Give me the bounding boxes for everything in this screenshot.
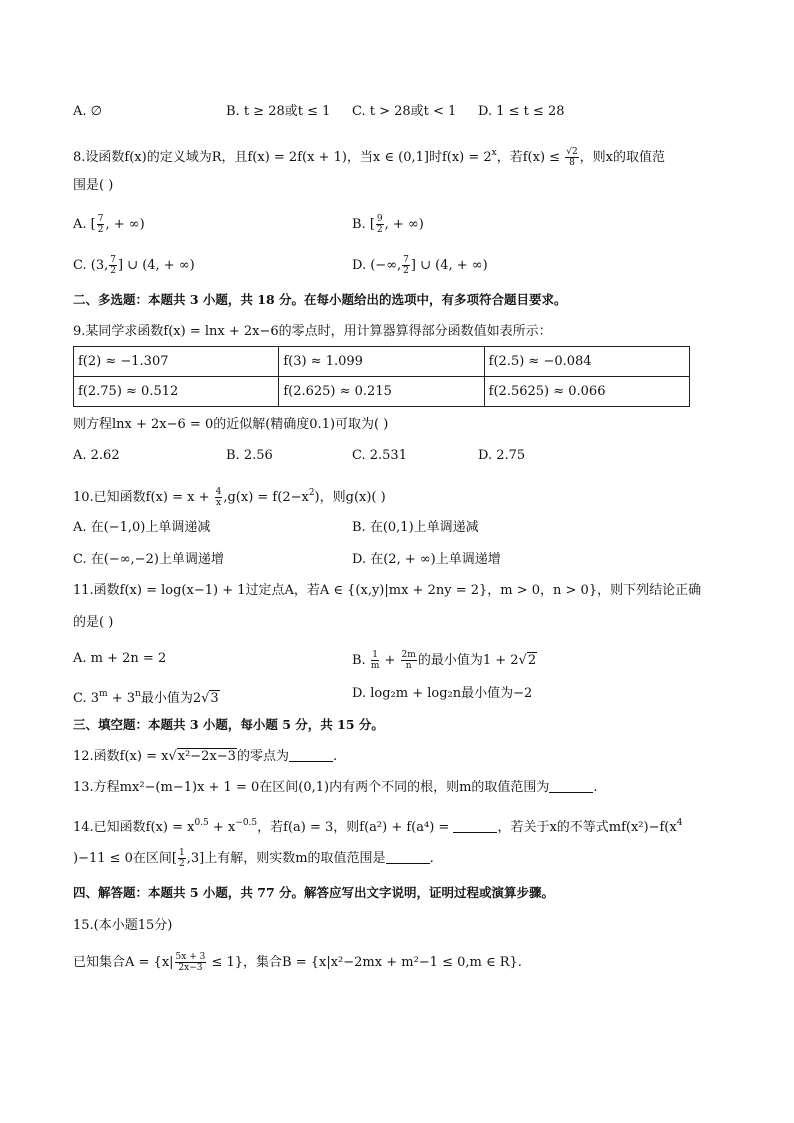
q9-option-b: B. 2.56 bbox=[226, 448, 273, 463]
section-3-heading: 三、填空题：本题共 3 小题，每小题 5 分，共 15 分。 bbox=[73, 717, 384, 732]
q9-option-c: C. 2.531 bbox=[352, 448, 407, 463]
q13-stem: 13.方程mx²−(m−1)x + 1 = 0在区间(0,1)内有两个不同的根，则m的取值范围为 . bbox=[73, 780, 598, 795]
q9-question: 则方程lnx + 2x−6 = 0的近似解(精确度0.1)可取为( ) bbox=[73, 417, 389, 432]
table-cell: f(2.5625) ≈ 0.066 bbox=[484, 377, 689, 407]
table-cell: f(2.5) ≈ −0.084 bbox=[484, 347, 689, 377]
q10-option-b: B. 在(0,1)上单调递减 bbox=[352, 520, 479, 535]
q10-option-a: A. 在(−1,0)上单调递减 bbox=[73, 520, 211, 535]
section-2-heading: 二、多选题：本题共 3 小题，共 18 分。在每小题给出的选项中，有多项符合题目要求。 bbox=[73, 292, 567, 307]
table-cell: f(2) ≈ −1.307 bbox=[74, 347, 279, 377]
q9-value-table bbox=[73, 346, 690, 407]
q11-stem-cont: 的是( ) bbox=[73, 615, 114, 630]
q14-stem-cont: )−11 ≤ 0在区间[ $\frac{1}{2}$ ,3]上有解，则实数m的取值范围是 . bbox=[73, 848, 434, 869]
q9-option-d: D. 2.75 bbox=[478, 448, 526, 463]
q14-stem: 14.已知函数$f(x) = x^{0.5} + x^{-0.5}$，若f(a) = 3，则f(a²) + f(a⁴) = ，若关于x的不等式$mf(x^2)-f(x^4$ bbox=[73, 818, 683, 835]
answer-blank bbox=[549, 780, 593, 793]
q7-option-d: D. 1 ≤ t ≤ 28 bbox=[478, 104, 565, 119]
q11-option-b: B. $\frac{1}{m}$ + $\frac{2m}{n}$ 的最小值为1 + 2√2 bbox=[352, 650, 537, 671]
q7-option-a: A. ∅ bbox=[73, 104, 102, 119]
table-cell: f(2.625) ≈ 0.215 bbox=[279, 377, 484, 407]
answer-blank bbox=[289, 749, 333, 762]
table-row bbox=[74, 347, 690, 377]
q11-option-d: D. log₂m + log₂n最小值为−2 bbox=[352, 686, 533, 701]
q15-title: 15.(本小题15分) bbox=[73, 918, 173, 933]
q8-option-a: A. [ $\frac{7}{2}$ , + ∞) bbox=[73, 214, 145, 235]
q8-stem: 8.设函数f(x)的定义域为R，且f(x) = 2f(x + 1)，当x ∈ (0,1]时$f(x) = 2^x$，若f(x) ≤ $\frac{√2}{8}$ ，则x的取值范 bbox=[73, 147, 666, 168]
q10-option-c: C. 在(−∞,−2)上单调递增 bbox=[73, 552, 224, 567]
q7-option-c: C. t > 28或t < 1 bbox=[352, 104, 457, 119]
table-cell: f(3) ≈ 1.099 bbox=[279, 347, 484, 377]
answer-blank bbox=[453, 820, 497, 833]
answer-blank bbox=[386, 851, 430, 864]
q8-stem-cont: 围是( ) bbox=[73, 178, 114, 193]
q7-option-b: B. t ≥ 28或t ≤ 1 bbox=[226, 104, 331, 119]
q8-option-d: D. (−∞, $\frac{7}{2}$ ] ∪ (4, + ∞) bbox=[352, 255, 488, 276]
q12-stem: 12.函数f(x) = x√x²−2x−3的零点为 . bbox=[73, 749, 338, 764]
q11-stem: 11.函数f(x) = log(x−1) + 1过定点A，若A ∈ {(x,y)|mx + 2ny = 2}，m > 0，n > 0}，则下列结论正确 bbox=[73, 583, 702, 598]
q15-stem: 已知集合A = {x| $\frac{5x + 3}{2x-3}$ ≤ 1}，集合B = {x|x²−2mx + m²−1 ≤ 0,m ∈ R}. bbox=[73, 952, 522, 973]
q9-option-a: A. 2.62 bbox=[73, 448, 120, 463]
q11-option-c: C. $3^m + 3^n$最小值为2√3 bbox=[73, 689, 219, 706]
section-4-heading: 四、解答题：本题共 5 小题，共 77 分。解答应写出文字说明，证明过程或演算步骤。 bbox=[73, 885, 555, 900]
q10-option-d: D. 在(2, + ∞)上单调递增 bbox=[352, 552, 501, 567]
table-row bbox=[74, 377, 690, 407]
table-cell: f(2.75) ≈ 0.512 bbox=[74, 377, 279, 407]
q9-stem: 9.某同学求函数f(x) = lnx + 2x−6的零点时，用计算器算得部分函数值如表所示： bbox=[73, 324, 552, 339]
q11-option-a: A. m + 2n = 2 bbox=[73, 651, 167, 666]
q8-option-b: B. [ $\frac{9}{2}$ , + ∞) bbox=[352, 214, 424, 235]
q10-stem: 10.已知函数f(x) = x + $\frac{4}{x}$ $,g(x) = f(2-x^2)$，则g(x)( ) bbox=[73, 487, 386, 508]
q8-fraction: $\frac{√2}{8}$ bbox=[566, 147, 578, 168]
q8-option-c: C. (3, $\frac{7}{2}$ ] ∪ (4, + ∞) bbox=[73, 255, 195, 276]
